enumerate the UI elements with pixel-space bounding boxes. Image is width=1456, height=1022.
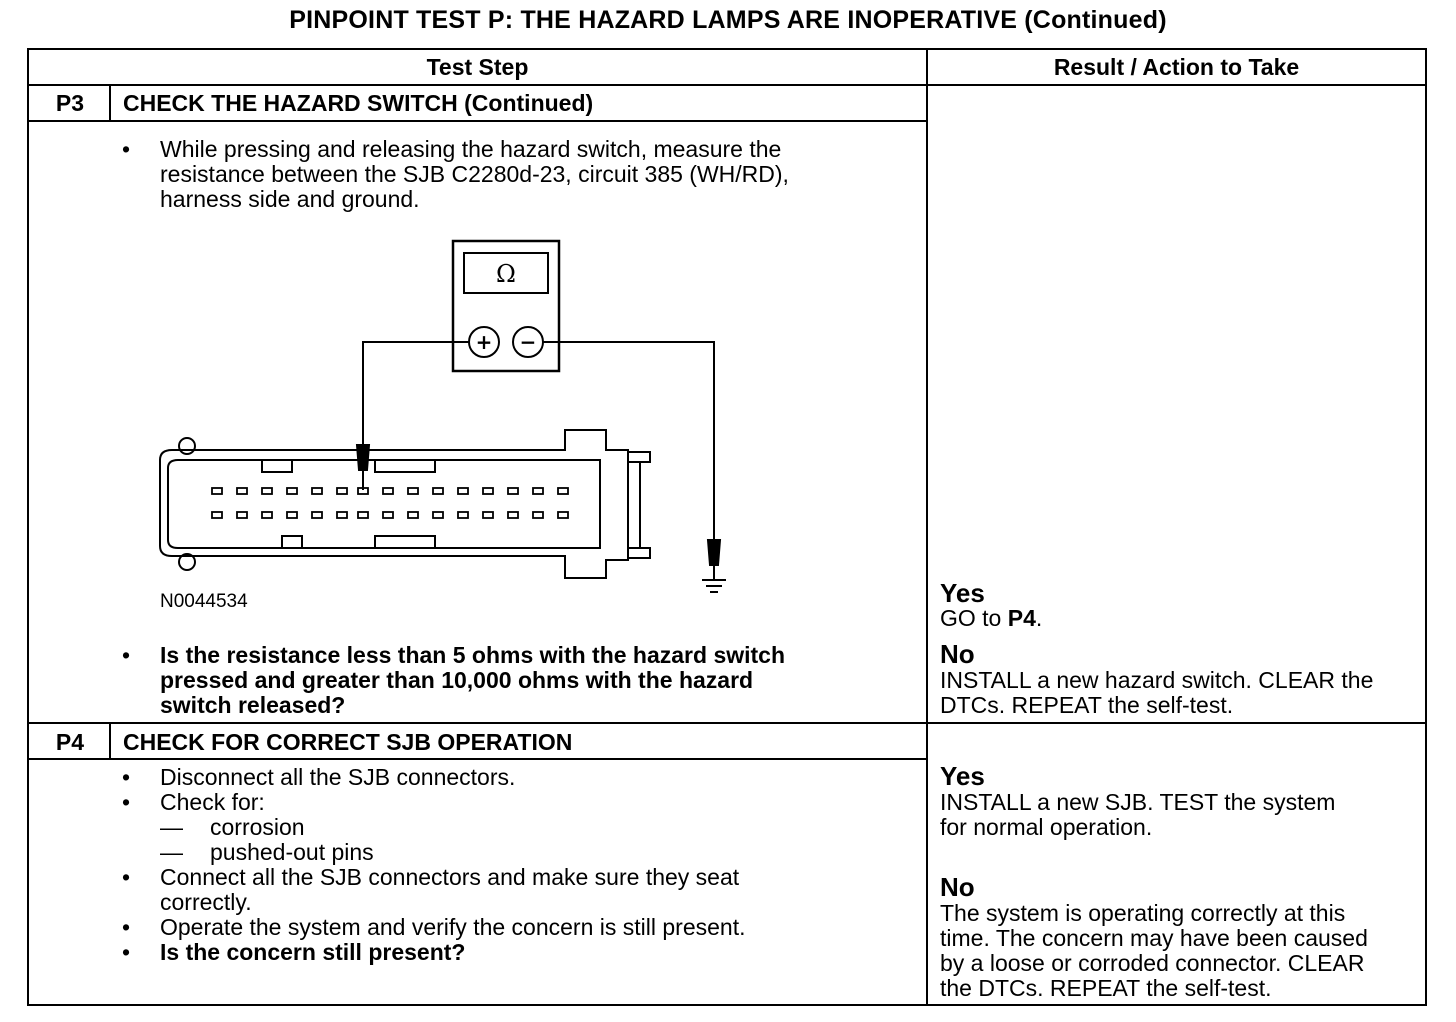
connector-seal-tab-top [628, 452, 650, 462]
p3-step-number: P3 [55, 90, 85, 116]
p4-step-1: Disconnect all the SJB connectors. [160, 764, 516, 790]
p4-question: Is the concern still present? [160, 939, 466, 965]
negative-terminal-label: − [519, 330, 537, 354]
bullet: • [122, 864, 131, 890]
p4-no-action-line-4: the DTCs. REPEAT the self-test. [940, 975, 1272, 1001]
p4-title-divider [27, 758, 927, 760]
p3-yes-action: GO to P4. [940, 605, 1043, 631]
p3-question-line-3: switch released? [160, 692, 346, 718]
p3-no-action-line-1: INSTALL a new hazard switch. CLEAR the [940, 667, 1374, 693]
p4-check-pushed-out-pins: pushed-out pins [210, 839, 374, 865]
connector-seal-tab-bottom [628, 548, 650, 558]
column-divider [926, 48, 928, 1006]
connector-inner [168, 460, 600, 548]
p4-yes-action-line-2: for normal operation. [940, 814, 1153, 840]
p3-p4-divider [27, 722, 1427, 724]
header-divider [27, 84, 1427, 86]
connector-key-bottom-right [375, 536, 435, 548]
p4-step-number: P4 [55, 729, 85, 755]
positive-terminal-label: + [475, 330, 493, 354]
connector-key-top-right [375, 460, 435, 472]
ground-probe [708, 540, 720, 565]
p4-reference-link[interactable]: P4 [1007, 605, 1036, 631]
connector-pins [212, 488, 568, 518]
bullet: • [122, 789, 131, 815]
connector-key-bottom-left [282, 536, 302, 548]
figure-id: N0044534 [160, 591, 248, 612]
connector-key-top-left [262, 460, 292, 472]
p4-no-label: No [940, 872, 975, 902]
p3-no-action-line-2: DTCs. REPEAT the self-test. [940, 692, 1234, 718]
probe-tip [357, 445, 369, 470]
p3-title-divider [27, 120, 927, 122]
dash: — [160, 814, 183, 840]
p4-yes-label: Yes [940, 761, 985, 791]
p4-step-3-line-1: Connect all the SJB connectors and make sure they seat [160, 864, 740, 890]
p3-instruction-line-2: resistance between the SJB C2280d-23, circuit 385 (WH/RD), [160, 161, 789, 187]
p3-instruction-line-3: harness side and ground. [160, 186, 420, 212]
bullet: • [122, 136, 131, 162]
dash: — [160, 839, 183, 865]
p4-step-title: CHECK FOR CORRECT SJB OPERATION [123, 729, 573, 755]
p4-yes-action-line-1: INSTALL a new SJB. TEST the system [940, 789, 1336, 815]
p3-yes-label: Yes [940, 578, 985, 608]
p3-step-title: CHECK THE HAZARD SWITCH (Continued) [123, 90, 594, 116]
p3-no-label: No [940, 639, 975, 669]
p3-instruction-line-1: While pressing and releasing the hazard switch, measure the [160, 136, 782, 162]
connector-outline [160, 430, 628, 578]
p3-question-line-2: pressed and greater than 10,000 ohms with the hazard [160, 667, 754, 693]
p4-step-2: Check for: [160, 789, 265, 815]
p4-check-corrosion: corrosion [210, 814, 305, 840]
ohm-symbol: Ω [496, 260, 516, 288]
bullet: • [122, 914, 131, 940]
result-header: Result / Action to Take [1053, 54, 1300, 80]
bullet: • [122, 642, 131, 668]
p4-no-action-line-3: by a loose or corroded connector. CLEAR [940, 950, 1365, 976]
page-title: PINPOINT TEST P: THE HAZARD LAMPS ARE INOPERATIVE (Continued) [289, 6, 1167, 34]
p4-no-action-line-2: time. The concern may have been caused [940, 925, 1368, 951]
p4-no-action-line-1: The system is operating correctly at this [940, 900, 1346, 926]
p3-question-line-1: Is the resistance less than 5 ohms with the hazard switch [160, 642, 786, 668]
connector-latch-top [179, 438, 195, 454]
p4-step-4: Operate the system and verify the concern is still present. [160, 914, 746, 940]
p4-step-3-line-2: correctly. [160, 889, 252, 915]
bullet: • [122, 939, 131, 965]
test-step-header: Test Step [426, 54, 529, 80]
ohmmeter-connector-diagram [150, 230, 750, 630]
connector-seal [628, 462, 640, 548]
bullet: • [122, 764, 131, 790]
